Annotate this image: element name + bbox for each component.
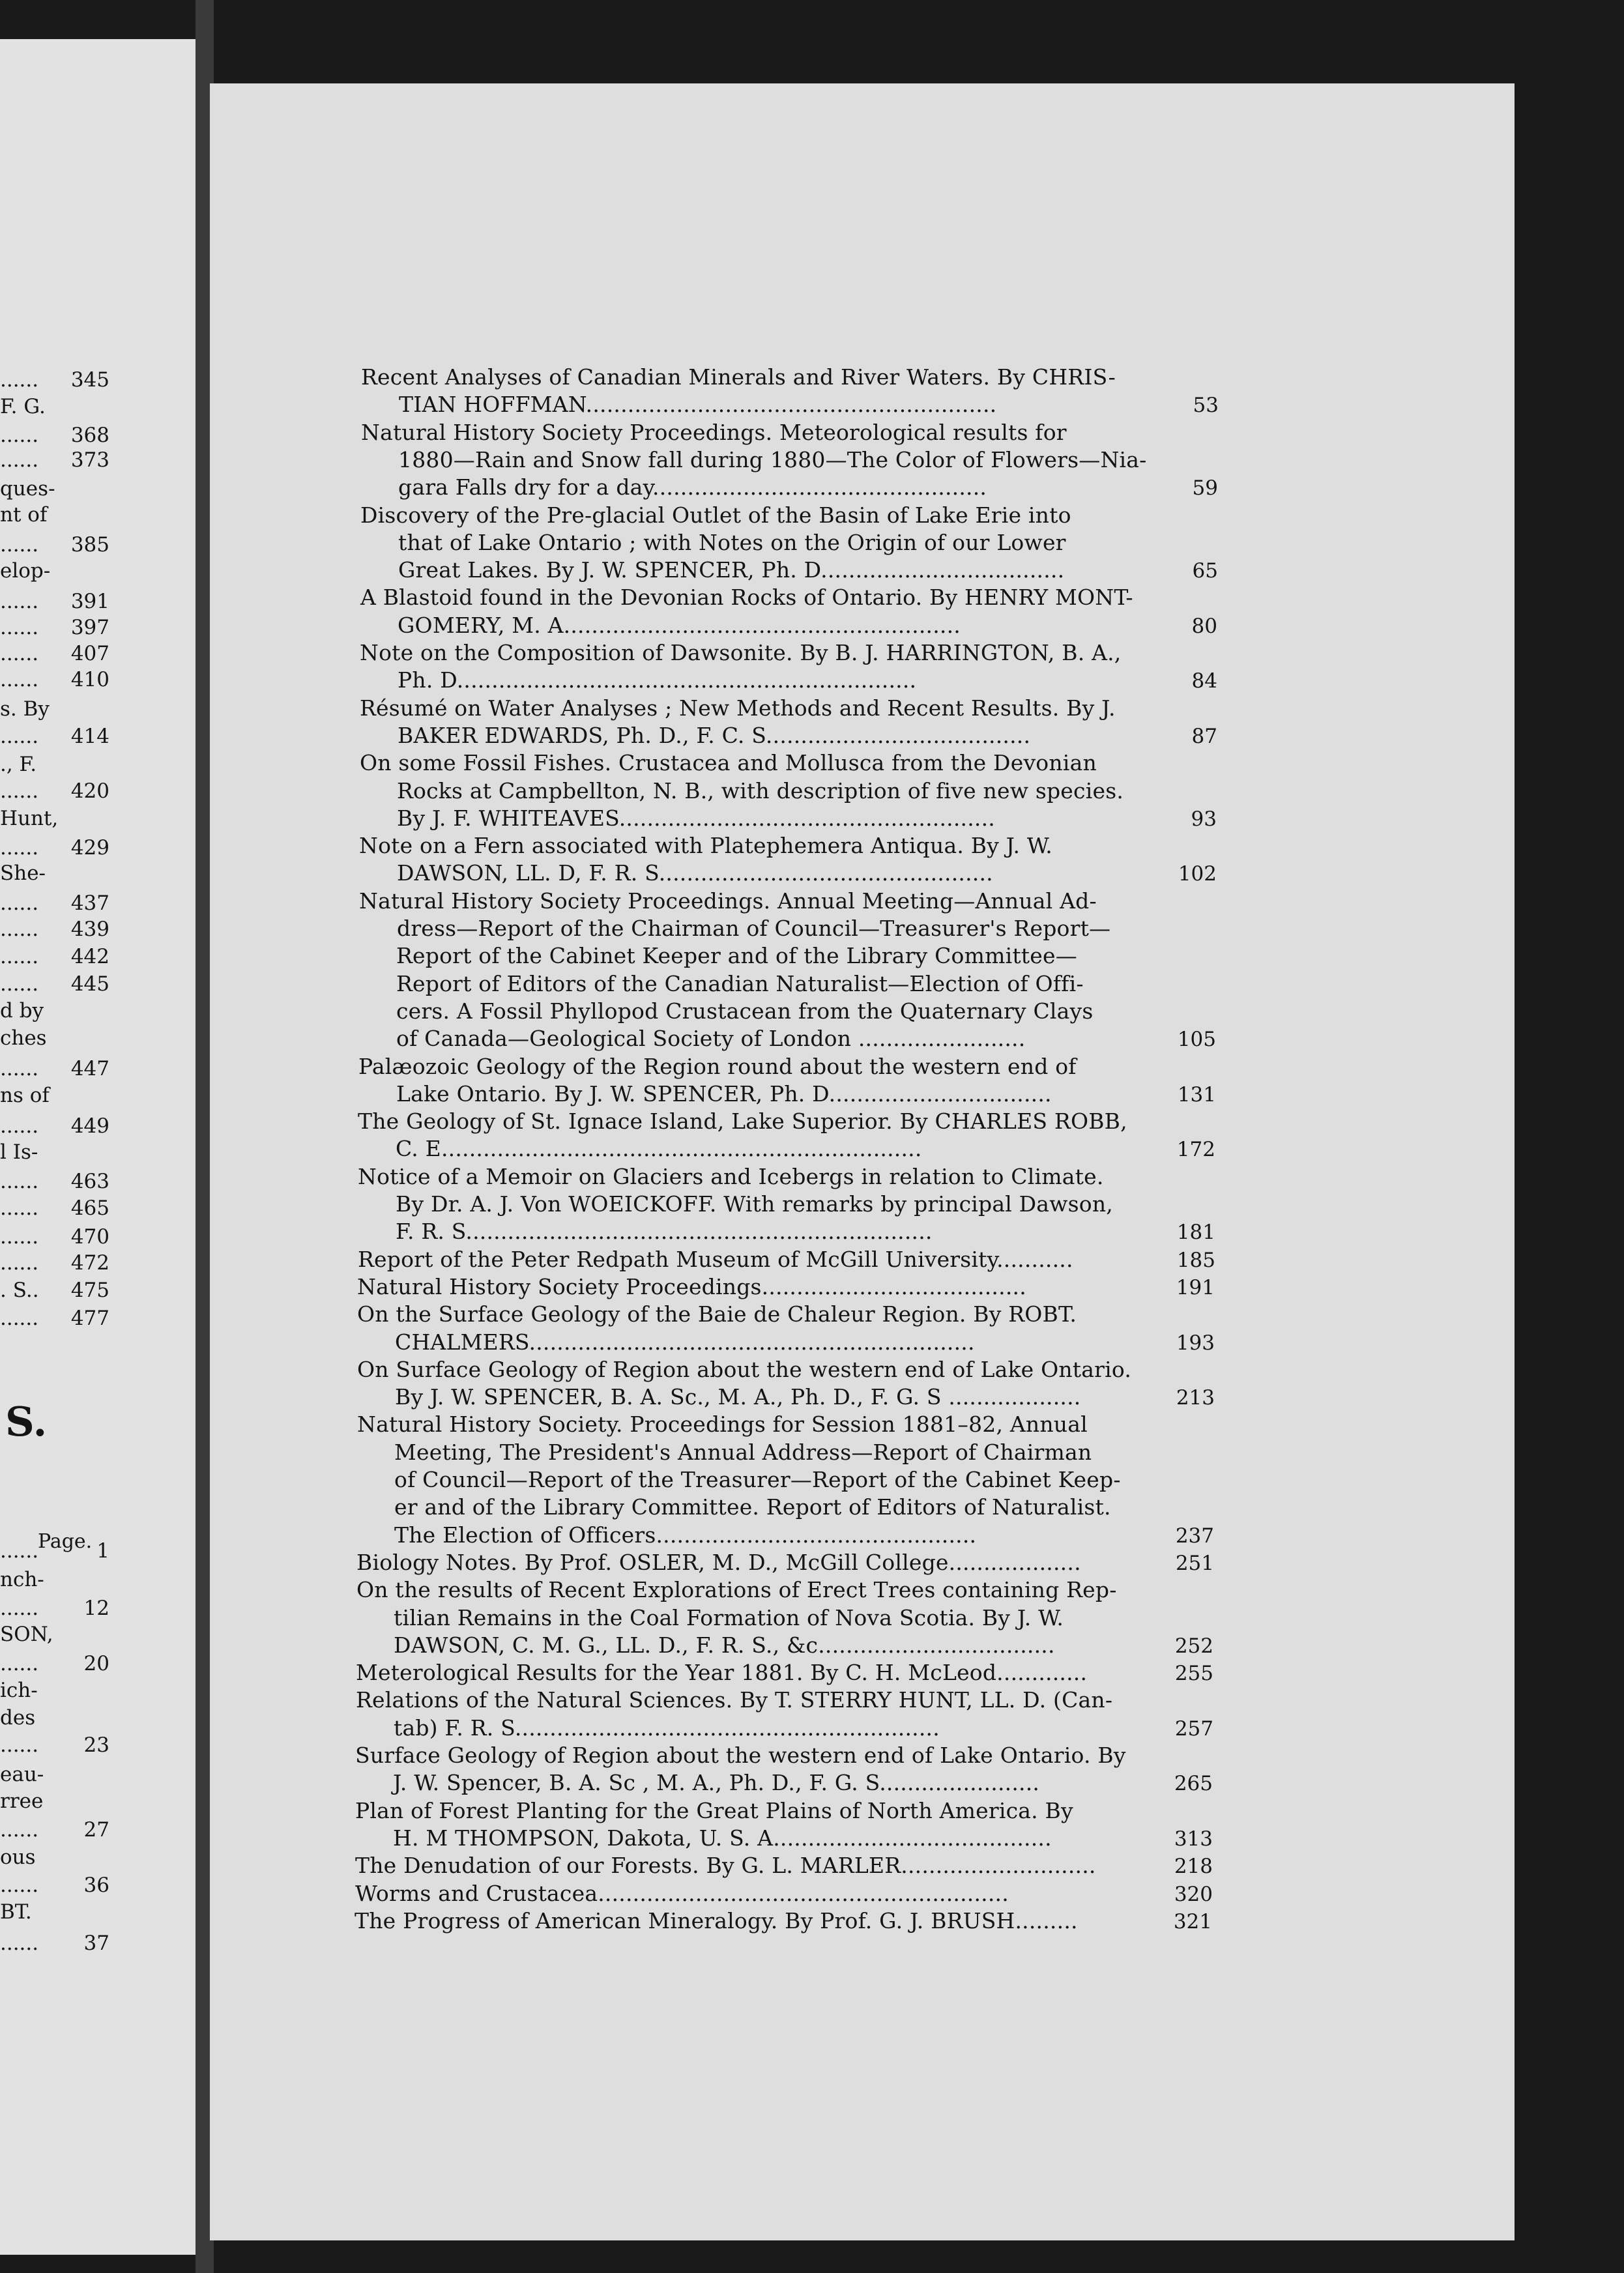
toc-entry-line: On Surface Geology of Region about the western end of Lake Ontario. xyxy=(357,1356,1132,1382)
toc-entry-line: The Progress of American Mineralogy. By Prof. G. J. BRUSH......... xyxy=(355,1907,1078,1933)
toc-entry-line: Meeting, The President's Annual Address—Report of Chairman xyxy=(394,1439,1092,1465)
left-page-fragment: ...... xyxy=(0,836,39,860)
left-page-number: 447 xyxy=(70,1057,109,1080)
toc-page-number: 251 xyxy=(1175,1551,1214,1575)
toc-entry-line: GOMERY, M. A......................................................... xyxy=(398,612,961,638)
left-page-fragment: ...... xyxy=(0,918,39,941)
toc-entry-line: Natural History Society Proceedings...................................... xyxy=(357,1273,1026,1299)
left-page-fragment: BT. xyxy=(0,1900,32,1924)
toc-entry-line: tilian Remains in the Coal Formation of Nova Scotia. By J. W. xyxy=(394,1604,1064,1630)
left-page-number: 397 xyxy=(70,616,109,639)
left-page-fragment: ns of xyxy=(0,1084,50,1107)
left-page-number: 391 xyxy=(70,590,109,613)
left-page-fragment: des xyxy=(0,1706,36,1730)
left-page-number: 373 xyxy=(70,448,109,472)
toc-entry-line: Report of Editors of the Canadian Naturalist—Election of Offi- xyxy=(396,970,1084,996)
left-page-fragment: ...... xyxy=(0,642,39,665)
left-page-fragment: ...... xyxy=(0,1114,39,1138)
left-page-fragment: ...... xyxy=(0,1652,39,1675)
toc-entry-line: Surface Geology of Region about the western end of Lake Ontario. By xyxy=(355,1743,1126,1768)
left-page-fragment: ...... xyxy=(0,1539,39,1563)
left-page-number: 475 xyxy=(70,1279,109,1302)
left-page-number: 37 xyxy=(83,1932,109,1955)
toc-page-number: 255 xyxy=(1174,1662,1213,1686)
left-page-fragment: eau- xyxy=(0,1763,44,1786)
toc-entry-line: Worms and Crustacea........................................................... xyxy=(355,1880,1009,1906)
left-page-fragment: ...... xyxy=(0,1225,39,1249)
left-page-fragment: ques- xyxy=(0,477,55,500)
toc-entry-line: of Canada—Geological Society of London ........................ xyxy=(396,1026,1026,1052)
left-page-number: 449 xyxy=(70,1114,109,1138)
toc-entry-line: Natural History Society Proceedings. Meteorological results for xyxy=(361,419,1067,445)
left-page-fragment: ...... xyxy=(0,1057,39,1080)
left-page-fragment: ...... xyxy=(0,1818,39,1842)
left-page xyxy=(0,39,196,2255)
left-page-number: 27 xyxy=(83,1818,109,1842)
left-page-fragment: nt of xyxy=(0,503,48,527)
toc-entry-line: By J. W. SPENCER, B. A. Sc., M. A., Ph. D., F. G. S ................... xyxy=(395,1384,1081,1410)
toc-entry-line: On the Surface Geology of the Baie de Chaleur Region. By ROBT. xyxy=(357,1301,1077,1327)
left-page-number: 1 xyxy=(96,1539,109,1563)
toc-entry-line: BAKER EDWARDS, Ph. D., F. C. S...................................... xyxy=(398,722,1031,748)
left-page-number: 472 xyxy=(70,1251,109,1275)
toc-page-number: 237 xyxy=(1175,1524,1214,1548)
toc-page-number: 265 xyxy=(1174,1772,1213,1796)
toc-page-number: 213 xyxy=(1176,1386,1215,1410)
toc-page-number: 59 xyxy=(1192,476,1218,500)
toc-entry-line: DAWSON, C. M. G., LL. D., F. R. S., &c.................................. xyxy=(394,1632,1055,1658)
left-page-number: 414 xyxy=(70,725,109,748)
left-page-fragment: F. G. xyxy=(0,395,46,418)
toc-page-number: 320 xyxy=(1174,1882,1213,1906)
left-page-fragment: . S.. xyxy=(0,1279,39,1302)
toc-entry-line: On some Fossil Fishes. Crustacea and Mollusca from the Devonian xyxy=(360,750,1097,776)
toc-entry-line: er and of the Library Committee. Report of Editors of Naturalist. xyxy=(394,1494,1111,1520)
toc-entry-line: Lake Ontario. By J. W. SPENCER, Ph. D................................ xyxy=(396,1080,1052,1107)
toc-entry-line: dress—Report of the Chairman of Council—Treasurer's Report— xyxy=(397,916,1111,941)
toc-entry-line: On the results of Recent Explorations of Erect Trees containing Rep- xyxy=(356,1577,1117,1603)
toc-entry-line: Natural History Society Proceedings. Annual Meeting—Annual Ad- xyxy=(359,888,1097,914)
toc-page-number: 218 xyxy=(1174,1855,1213,1879)
toc-entry-line: Recent Analyses of Canadian Minerals and River Waters. By CHRIS- xyxy=(361,364,1116,390)
left-page-fragment: ous xyxy=(0,1846,36,1869)
left-page-fragment: ...... xyxy=(0,891,39,915)
left-page-fragment: ches xyxy=(0,1026,47,1050)
left-page-fragment: ...... xyxy=(0,1874,39,1897)
toc-entry-line: CHALMERS................................................................ xyxy=(395,1329,975,1355)
left-page-number: 470 xyxy=(70,1225,109,1249)
toc-entry-line: By Dr. A. J. Von WOEICKOFF. With remarks by principal Dawson, xyxy=(396,1191,1113,1217)
toc-page-number: 321 xyxy=(1173,1909,1212,1933)
left-page-fragment: SON, xyxy=(0,1623,53,1646)
toc-entry-line: Ph. D.................................................................. xyxy=(398,667,917,693)
toc-page-number: 313 xyxy=(1174,1827,1213,1851)
left-page-fragment: ...... xyxy=(0,368,39,392)
left-page-number: 463 xyxy=(70,1170,109,1193)
left-page-fragment: ...... xyxy=(0,1307,39,1330)
toc-entry-line: Plan of Forest Planting for the Great Plains of North America. By xyxy=(355,1797,1073,1823)
left-page-number: 345 xyxy=(70,368,109,392)
toc-page-number: 131 xyxy=(1177,1082,1216,1107)
toc-entry-line: Report of the Cabinet Keeper and of the Library Committee— xyxy=(396,943,1077,969)
toc-entry-line: cers. A Fossil Phyllopod Crustacean from the Quaternary Clays xyxy=(396,998,1094,1024)
left-page-fragment: ...... xyxy=(0,1932,39,1955)
toc-entry-line: gara Falls dry for a day................................................ xyxy=(398,474,987,500)
toc-entry-line: F. R. S................................................................... xyxy=(396,1219,933,1245)
toc-page-number: 102 xyxy=(1178,862,1217,886)
left-page-heading: S. xyxy=(5,1398,48,1445)
left-page-fragment: ...... xyxy=(0,1733,39,1757)
toc-entry-line: The Denudation of our Forests. By G. L. MARLER............................ xyxy=(355,1853,1096,1879)
left-page-fragment: ich- xyxy=(0,1679,38,1702)
left-page-fragment: ...... xyxy=(0,725,39,748)
toc-entry-line: Report of the Peter Redpath Museum of McGill University........... xyxy=(358,1246,1073,1272)
left-page-fragment: ...... xyxy=(0,1597,39,1620)
toc-entry-line: 1880—Rain and Snow fall during 1880—The Color of Flowers—Nia- xyxy=(398,446,1147,472)
left-page-number: 445 xyxy=(70,972,109,996)
left-page-fragment: ...... xyxy=(0,945,39,968)
toc-page-number: 181 xyxy=(1176,1221,1215,1245)
left-page-number: 23 xyxy=(83,1733,109,1757)
left-page-fragment: nch- xyxy=(0,1568,44,1591)
toc-page-number: 172 xyxy=(1176,1138,1215,1162)
left-page-fragment: ...... xyxy=(0,972,39,996)
toc-entry-line: Note on the Composition of Dawsonite. By B. J. HARRINGTON, B. A., xyxy=(360,640,1122,665)
toc-page-number: 193 xyxy=(1176,1331,1215,1355)
left-page-number: 437 xyxy=(70,891,109,915)
left-page-number: 36 xyxy=(83,1874,109,1897)
left-page-number: 429 xyxy=(70,836,109,860)
left-page-fragment: ...... xyxy=(0,590,39,613)
toc-entry-line: Meterological Results for the Year 1881. By C. H. McLeod............. xyxy=(356,1660,1088,1686)
left-page-fragment: l Is- xyxy=(0,1140,38,1164)
left-page-fragment: rree xyxy=(0,1789,44,1813)
left-page-fragment: ...... xyxy=(0,533,39,557)
toc-page-number: 80 xyxy=(1191,614,1217,638)
left-page-number: 368 xyxy=(70,424,109,447)
left-page-number: 20 xyxy=(83,1652,109,1675)
toc-entry-line: Relations of the Natural Sciences. By T. STERRY HUNT, LL. D. (Can- xyxy=(356,1687,1113,1713)
toc-page-number: 105 xyxy=(1177,1028,1216,1052)
toc-page-number: 257 xyxy=(1174,1716,1213,1741)
toc-entry-line: A Blastoid found in the Devonian Rocks of Ontario. By HENRY MONT- xyxy=(360,585,1133,611)
toc-entry-line: Notice of a Memoir on Glaciers and Icebergs in relation to Climate. xyxy=(358,1163,1104,1189)
toc-entry-line: By J. F. WHITEAVES...................................................... xyxy=(397,805,995,831)
left-page-fragment: ...... xyxy=(0,668,39,691)
left-page-fragment: d by xyxy=(0,999,44,1022)
left-page-fragment: ...... xyxy=(0,779,39,803)
left-page-fragment: ...... xyxy=(0,424,39,447)
left-page-fragment: ...... xyxy=(0,616,39,639)
toc-entry-line: Discovery of the Pre-glacial Outlet of the Basin of Lake Erie into xyxy=(360,502,1071,528)
toc-entry-line: Rocks at Campbellton, N. B., with description of five new species. xyxy=(397,777,1124,804)
toc-entry-line: that of Lake Ontario ; with Notes on the Origin of our Lower xyxy=(398,529,1066,555)
left-page-fragment: Hunt, xyxy=(0,807,59,830)
left-page-fragment: ...... xyxy=(0,1170,39,1193)
left-page-number: 12 xyxy=(83,1597,109,1620)
left-page-number: 385 xyxy=(70,533,109,557)
left-page-number: 420 xyxy=(70,779,109,803)
toc-entry-line: J. W. Spencer, B. A. Sc , M. A., Ph. D., F. G. S....................... xyxy=(393,1770,1040,1796)
left-page-fragment: ...... xyxy=(0,1251,39,1275)
toc-entry-line: The Election of Officers.............................................. xyxy=(394,1522,977,1548)
toc-page-number: 185 xyxy=(1176,1248,1215,1272)
toc-entry-line: C. E..................................................................... xyxy=(396,1136,922,1162)
toc-entry-line: tab) F. R. S............................................................. xyxy=(394,1715,940,1741)
right-page xyxy=(210,83,1515,2240)
toc-page-number: 65 xyxy=(1192,559,1218,583)
toc-entry-line: Résumé on Water Analyses ; New Methods and Recent Results. By J. xyxy=(360,695,1116,721)
toc-entry-line: The Geology of St. Ignace Island, Lake Superior. By CHARLES ROBB, xyxy=(358,1108,1127,1135)
toc-entry-line: DAWSON, LL. D, F. R. S................................................ xyxy=(397,860,993,886)
toc-page-number: 84 xyxy=(1191,669,1217,693)
toc-page-number: 87 xyxy=(1191,724,1217,748)
toc-entry-line: Great Lakes. By J. W. SPENCER, Ph. D................................... xyxy=(398,557,1065,583)
left-page-fragment: ...... xyxy=(0,1196,39,1220)
left-page-number: 477 xyxy=(70,1307,109,1330)
toc-entry-line: of Council—Report of the Treasurer—Report of the Cabinet Keep- xyxy=(394,1467,1121,1492)
left-page-number: 407 xyxy=(70,642,109,665)
left-page-fragment: ., F. xyxy=(0,753,37,776)
toc-page-number: 191 xyxy=(1176,1275,1215,1299)
left-page-number: 442 xyxy=(70,945,109,968)
left-page-fragment: ...... xyxy=(0,448,39,472)
toc-entry-line: TIAN HOFFMAN........................................................... xyxy=(399,392,997,418)
left-page-number: 410 xyxy=(70,668,109,691)
left-page-number: 439 xyxy=(70,918,109,941)
toc-page-number: 93 xyxy=(1191,807,1217,831)
left-page-number: 465 xyxy=(70,1196,109,1220)
left-page-fragment: elop- xyxy=(0,559,51,583)
toc-entry-line: Palæozoic Geology of the Region round about the western end of xyxy=(358,1053,1077,1079)
toc-entry-line: Natural History Society. Proceedings for Session 1881–82, Annual xyxy=(357,1412,1088,1438)
left-page-fragment: She- xyxy=(0,861,46,885)
toc-entry-line: H. M THOMPSON, Dakota, U. S. A........................................ xyxy=(393,1825,1052,1851)
toc-entry-line: Biology Notes. By Prof. OSLER, M. D., McGill College................... xyxy=(356,1549,1081,1575)
left-page-fragment: s. By xyxy=(0,697,50,721)
page-column-label: Page. xyxy=(38,1530,93,1553)
toc-page-number: 53 xyxy=(1193,394,1219,418)
toc-page-number: 252 xyxy=(1174,1634,1213,1658)
toc-entry-line: Note on a Fern associated with Platephemera Antiqua. By J. W. xyxy=(359,833,1052,859)
